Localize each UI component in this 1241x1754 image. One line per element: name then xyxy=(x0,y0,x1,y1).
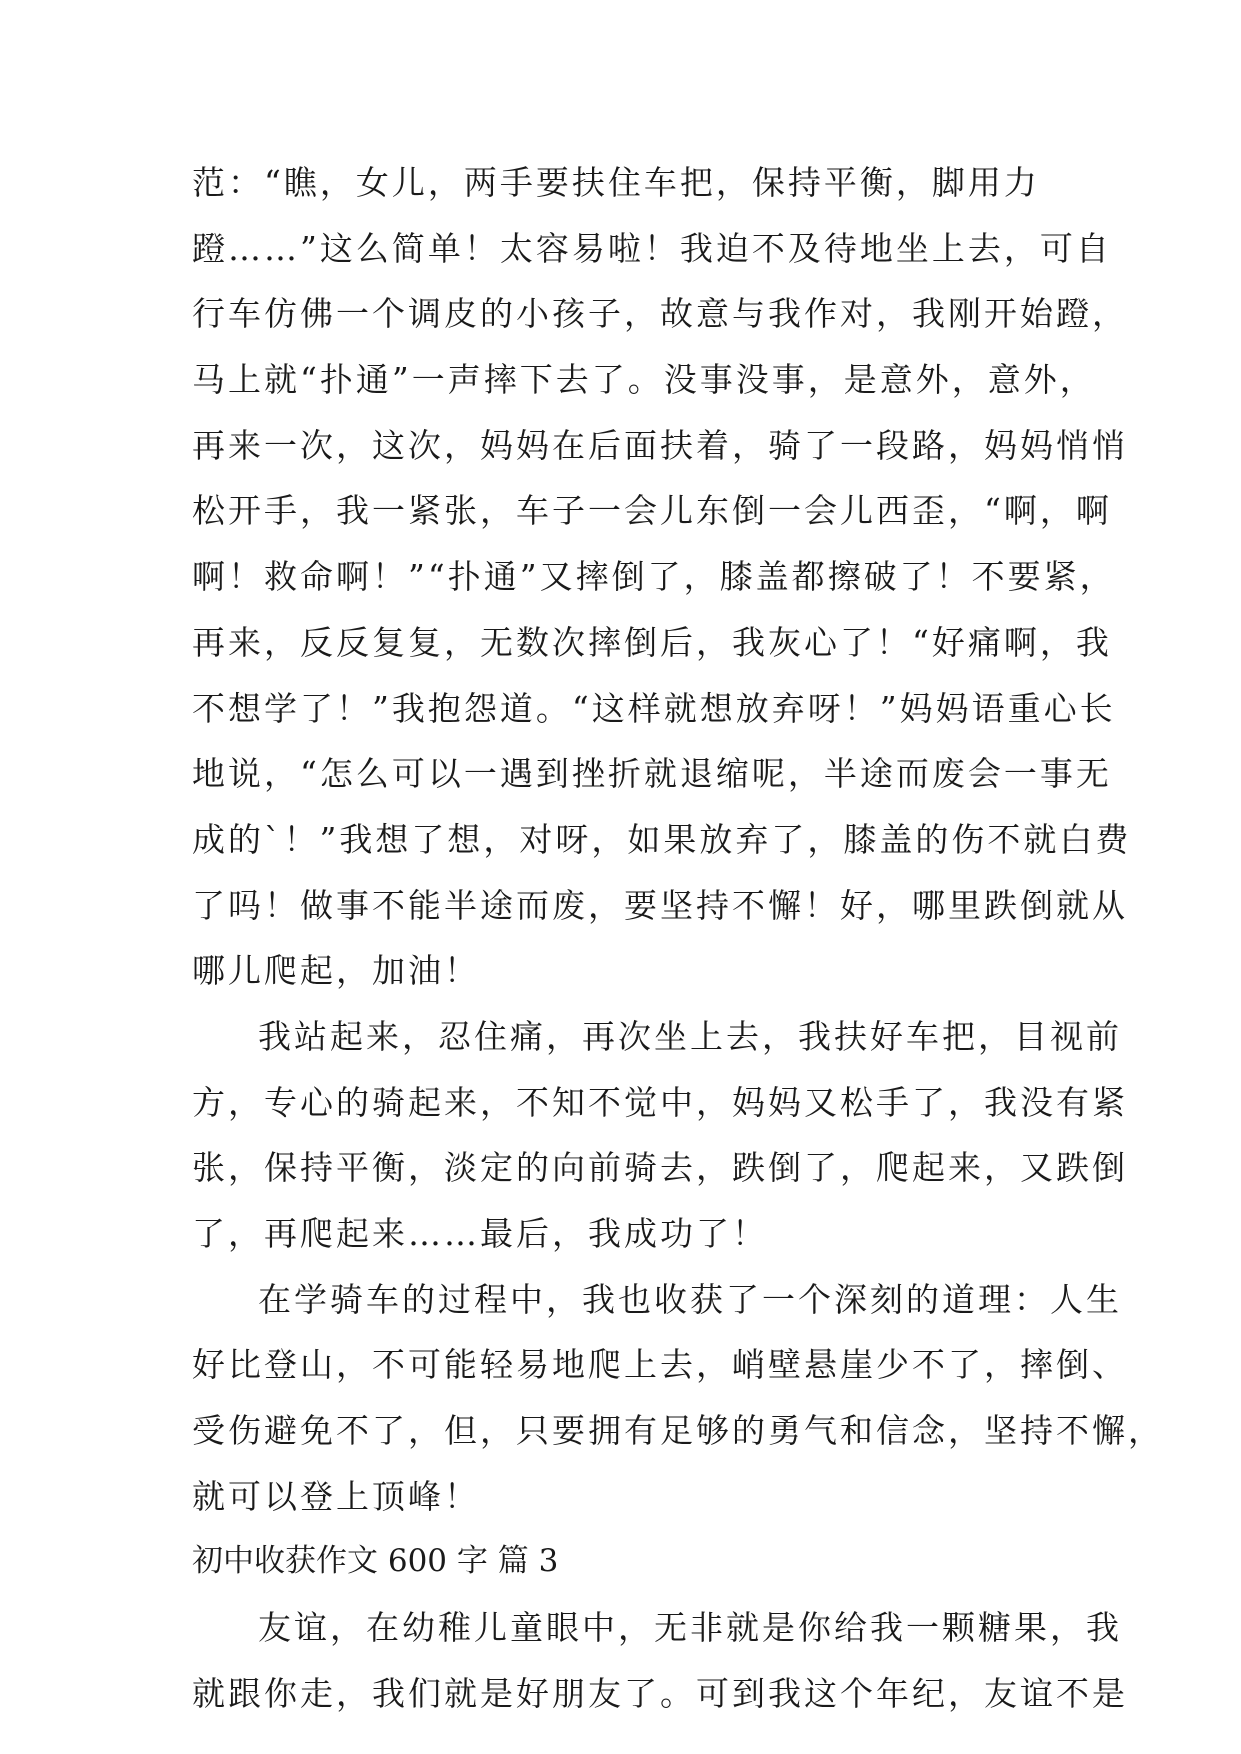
text-line: 就可以登上顶峰！ xyxy=(192,1476,480,1516)
document-body xyxy=(192,150,1164,1727)
text-line: 范：“瞧，女儿，两手要扶住车把，保持平衡，脚用力 xyxy=(192,163,1040,202)
text-line: 蹬……”这么简单！太容易啦！我迫不及待地坐上去，可自 xyxy=(192,228,1112,268)
text-line: 哪儿爬起，加油！ xyxy=(192,951,480,991)
text-line: 张，保持平衡，淡定的向前骑去，跌倒了，爬起来，又跌倒 xyxy=(192,1148,1128,1188)
paragraph-start-line: 在学骑车的过程中，我也收获了一个深刻的道理：人生 xyxy=(258,1279,1122,1319)
text-line: 方，专心的骑起来，不知不觉中，妈妈又松手了，我没有紧 xyxy=(192,1082,1128,1122)
text-line: 成的`！”我想了想，对呀，如果放弃了，膝盖的伤不就白费 xyxy=(192,819,1132,859)
text-line: 好比登山，不可能轻易地爬上去，峭壁悬崖少不了，摔倒、 xyxy=(192,1345,1128,1385)
text-line: 啊！救命啊！”“扑通”又摔倒了，膝盖都擦破了！不要紧， xyxy=(192,557,1116,597)
text-line: 了吗！做事不能半途而废，要坚持不懈！好，哪里跌倒就从 xyxy=(192,885,1128,925)
section-heading: 初中收获作文 600 字 篇 3 xyxy=(192,1543,559,1580)
paragraph-start-line: 我站起来，忍住痛，再次坐上去，我扶好车把，目视前 xyxy=(258,1016,1122,1056)
text-line: 地说，“怎么可以一遇到挫折就退缩呢，半途而废会一事无 xyxy=(192,754,1112,794)
text-line: 受伤避免不了，但，只要拥有足够的勇气和信念，坚持不懈， xyxy=(192,1411,1164,1451)
text-line: 了，再爬起来……最后，我成功了！ xyxy=(192,1214,768,1253)
text-line: 再来一次，这次，妈妈在后面扶着，骑了一段路，妈妈悄悄 xyxy=(192,425,1128,465)
text-line: 松开手，我一紧张，车子一会儿东倒一会儿西歪，“啊，啊 xyxy=(192,491,1112,531)
text-line: 马上就“扑通”一声摔下去了。没事没事，是意外，意外， xyxy=(192,360,1096,400)
text-line: 再来，反反复复，无数次摔倒后，我灰心了！“好痛啊，我 xyxy=(192,622,1112,662)
paragraph-start-line: 友谊，在幼稚儿童眼中，无非就是你给我一颗糖果，我 xyxy=(258,1608,1122,1648)
text-line: 就跟你走，我们就是好朋友了。可到我这个年纪，友谊不是 xyxy=(192,1673,1128,1713)
text-line: 行车仿佛一个调皮的小孩子，故意与我作对，我刚开始蹬， xyxy=(192,294,1128,334)
text-line: 不想学了！”我抱怨道。“这样就想放弃呀！”妈妈语重心长 xyxy=(192,688,1116,728)
